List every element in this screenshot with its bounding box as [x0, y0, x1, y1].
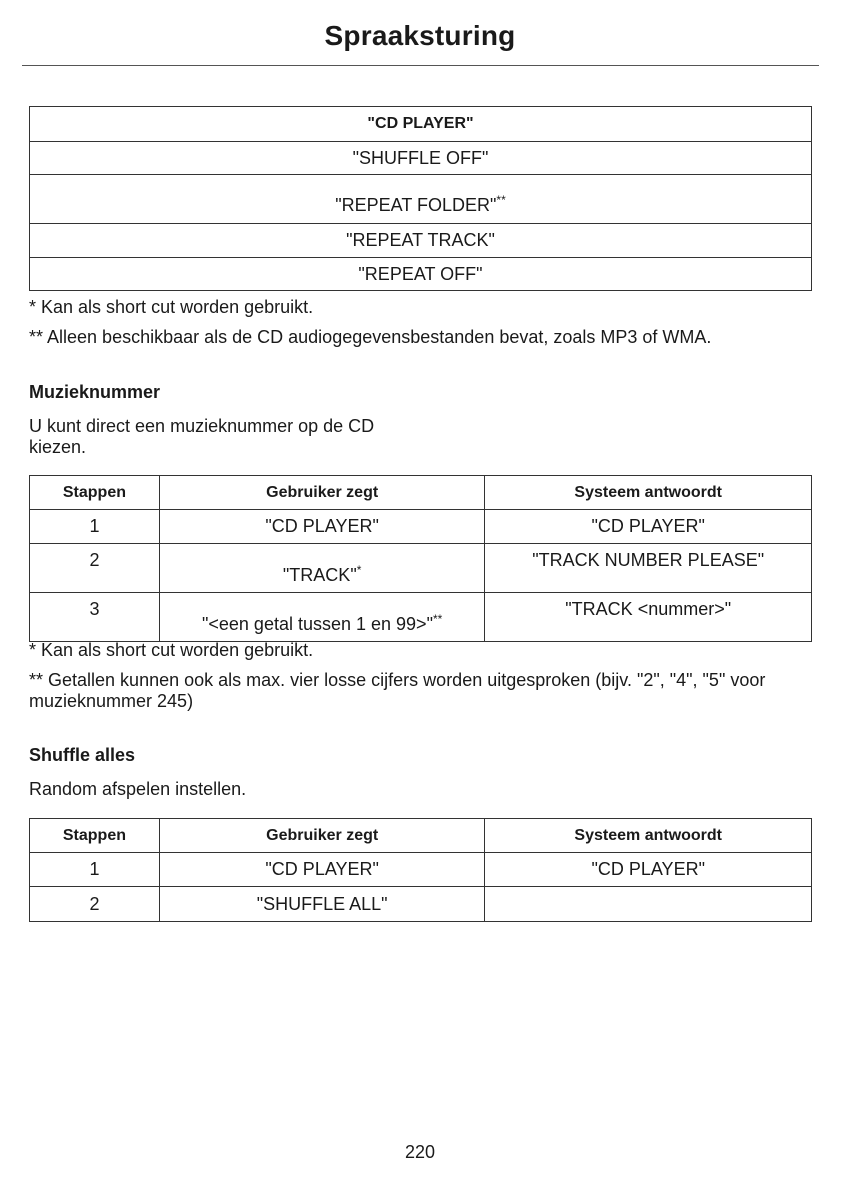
cd-player-commands-table — [29, 106, 812, 291]
footnote: * Kan als short cut worden gebruikt. — [29, 640, 314, 660]
command-text: "REPEAT OFF" — [358, 263, 483, 284]
system-response: "TRACK NUMBER PLEASE" — [485, 544, 812, 593]
user-says-text: "<een getal tussen 1 en 99>" — [202, 614, 433, 634]
step-number: 2 — [30, 544, 160, 593]
table-cell — [30, 175, 812, 224]
system-response: "TRACK <nummer>" — [485, 593, 812, 642]
system-response — [485, 887, 812, 922]
column-header-stappen: Stappen — [30, 476, 160, 510]
footnote-marker: ** — [496, 193, 506, 207]
column-header-gebruiker-zegt: Gebruiker zegt — [159, 476, 485, 510]
page-title: Spraaksturing — [324, 20, 516, 51]
step-number: 1 — [30, 510, 160, 544]
step-number: 3 — [30, 593, 160, 642]
table-row — [30, 142, 812, 175]
table-header-row — [30, 476, 812, 510]
table-row — [30, 853, 812, 887]
user-says-cell — [159, 510, 485, 544]
table-header-row — [30, 819, 812, 853]
table-row — [30, 544, 812, 593]
table-cell — [30, 258, 812, 291]
section-heading: Muzieknummer — [29, 382, 161, 402]
table-row — [30, 258, 812, 291]
step-number: 1 — [30, 853, 160, 887]
column-header-systeem-antwoordt: Systeem antwoordt — [485, 819, 812, 853]
step-number: 2 — [30, 887, 160, 922]
footnote-marker: * — [356, 563, 362, 577]
section-heading: Shuffle alles — [29, 745, 136, 765]
title-divider — [22, 65, 819, 66]
table-row — [30, 175, 812, 224]
table-row — [30, 224, 812, 258]
user-says-cell — [159, 593, 485, 642]
user-says-cell: "SHUFFLE ALL" — [159, 887, 485, 922]
shuffle-steps-table — [29, 818, 812, 922]
table-cell — [30, 224, 812, 258]
table-header-cell: "CD PLAYER" — [30, 107, 812, 142]
command-text: "REPEAT FOLDER" — [335, 195, 497, 215]
table-header-row — [30, 107, 812, 142]
intro-line: U kunt direct een muzieknummer op de CD — [29, 416, 375, 436]
user-says-text: "TRACK" — [282, 565, 357, 585]
command-text: "SHUFFLE OFF" — [352, 147, 489, 168]
page-number: 220 — [404, 1142, 436, 1162]
column-header-gebruiker-zegt: Gebruiker zegt — [159, 819, 485, 853]
table-row — [30, 510, 812, 544]
column-header-systeem-antwoordt: Systeem antwoordt — [485, 476, 812, 510]
command-text: "REPEAT TRACK" — [346, 230, 495, 250]
section-intro: Random afspelen instellen. — [29, 779, 247, 799]
user-says-text: "CD PLAYER" — [265, 516, 379, 536]
user-says-cell — [159, 544, 485, 593]
column-header-stappen: Stappen — [30, 819, 160, 853]
user-says-cell: "CD PLAYER" — [159, 853, 485, 887]
muzieknummer-steps-table — [29, 475, 812, 642]
table-cell — [30, 142, 812, 175]
section-intro — [29, 416, 374, 458]
footnote: * Kan als short cut worden gebruikt. — [29, 297, 314, 317]
system-response: "CD PLAYER" — [485, 853, 812, 887]
footnote: ** Alleen beschikbaar als de CD audiogegevensbestanden bevat, zoals MP3 of WMA. — [29, 327, 712, 347]
table-row — [30, 593, 812, 642]
table-row — [30, 887, 812, 922]
footnote: ** Getallen kunnen ook als max. vier losse cijfers worden uitgesproken (bijv. "2", "4", "5" voor muzieknummer 245) — [29, 670, 766, 711]
intro-line: kiezen. — [29, 437, 87, 457]
system-response: "CD PLAYER" — [485, 510, 812, 544]
footnote-marker: ** — [432, 612, 443, 626]
